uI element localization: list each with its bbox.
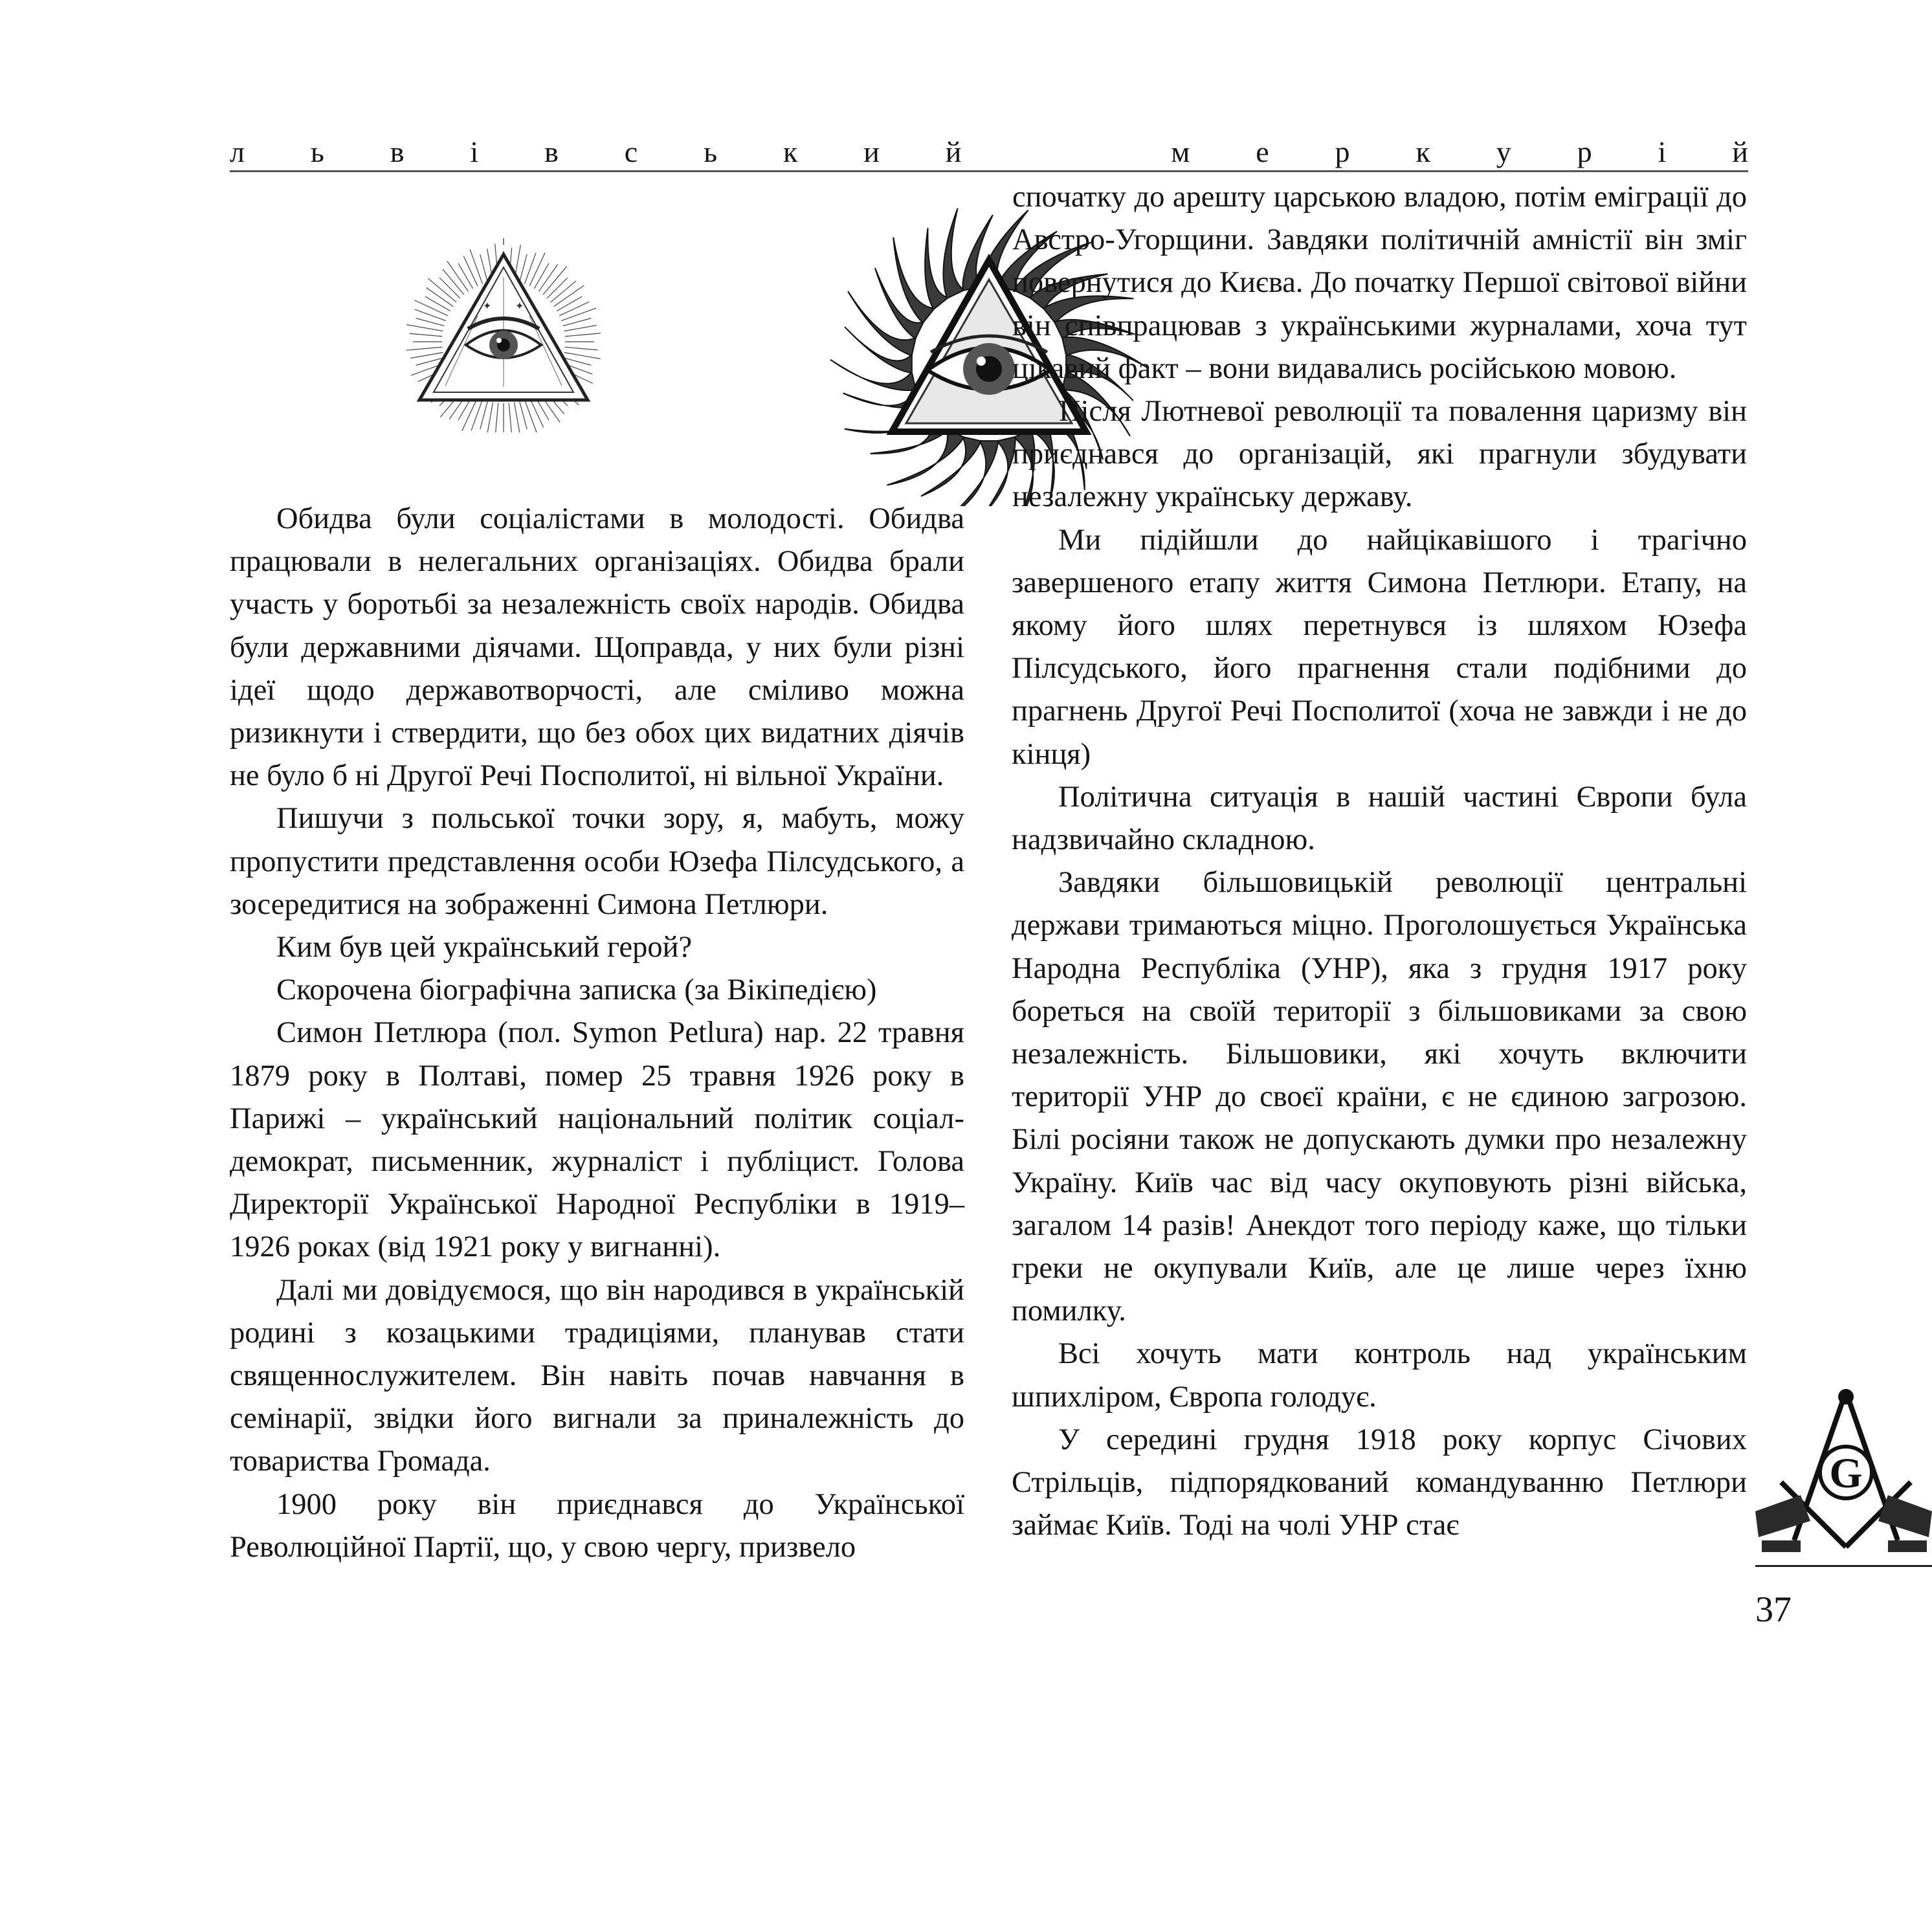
right-text-column xyxy=(1012,176,1747,1548)
ray-line xyxy=(514,403,520,432)
flame-shape xyxy=(943,208,964,298)
ray-line xyxy=(565,333,601,337)
header-letter: в xyxy=(544,135,559,168)
header-letter: к xyxy=(1416,135,1430,168)
ray-line xyxy=(529,252,545,286)
svg-text:✦: ✦ xyxy=(483,301,492,312)
header-letter: р xyxy=(1577,135,1592,168)
ray-line xyxy=(547,278,568,298)
ray-line xyxy=(458,263,473,289)
header-letter: й xyxy=(945,135,962,168)
header-letter: ь xyxy=(310,135,324,168)
running-header xyxy=(230,133,1748,170)
eye-of-providence-triangle-icon xyxy=(406,238,601,432)
ray-line xyxy=(425,296,450,311)
ray-line xyxy=(443,269,464,294)
paragraph: Всі хочуть мати контроль над українським шпихліром, Європа голодує. xyxy=(1012,1337,1747,1414)
ray-line xyxy=(470,249,482,284)
paragraph: Політична ситуація в нашій частині Європи була надзвичайно складною. xyxy=(1012,780,1747,857)
header-letter: і xyxy=(1658,135,1667,168)
page-number-rule xyxy=(1755,1565,1932,1567)
header-letter: л xyxy=(230,135,245,168)
ray-line xyxy=(480,401,488,429)
ray-line xyxy=(406,325,443,331)
ray-line xyxy=(551,281,576,302)
ray-line xyxy=(410,333,443,336)
page-number: 37 xyxy=(1755,1590,1792,1630)
header-letter: и xyxy=(863,135,880,168)
paragraph: Ким був цей український герой? xyxy=(276,931,693,964)
ray-line xyxy=(410,352,443,358)
paragraph: 1900 року він приєднався до Української Революційної Партії, що, у свою чергу, призвело xyxy=(230,1487,964,1564)
header-letter: і xyxy=(470,135,479,168)
paragraph: Після Лютневої революції та повалення царизму він приєднався до організацій, які прагнули збудувати незалежну українську державу. xyxy=(1012,395,1747,514)
header-letter: к xyxy=(783,135,798,168)
ray-line xyxy=(520,254,527,282)
paragraph: Обидва були соціалістами в молодості. Обидва працювали в нелегальних організаціях. Обидва брали участь у боротьбі за незалежність своїх народів. Обидва були державними діячами. Щоправда, у них були різні ідеї щодо державотворчості, але сміливо можна ризикнути і ствердити, що без обох цих видатних діячів не було б ні Другої Речі Посполитої, ні вільної України. xyxy=(230,502,964,793)
paragraph: спочатку до арешту царською владою, потім еміграції до Австро-Угорщини. Завдяки політичній амністії він зміг повернутися до Києва. До початку Першої світової війни він співпрацював з українськими журналами, хоча тут цікавий факт – вони видавались російською мовою. xyxy=(1012,181,1747,385)
square-and-compass-g-icon xyxy=(1755,1385,1932,1560)
ray-line xyxy=(406,347,442,350)
header-letter: й xyxy=(1732,135,1748,168)
header-letter: р xyxy=(1335,135,1350,168)
ray-line xyxy=(535,263,550,289)
ray-line xyxy=(414,300,448,316)
header-letter: м xyxy=(1171,135,1190,168)
header-letter: в xyxy=(390,135,405,168)
ray-line xyxy=(564,326,597,331)
paragraph: Симон Петлюра (пол. Symon Petlura) нар. 22 травня 1879 року в Полтаві, помер 25 травня 1926 року в Парижі – український національний політик соціал-демократ, письменник, журналіст і публіцист. Голова Директорії Української Народної Республіки в 1919–1926 роках (від 1921 року у вигнанні). xyxy=(230,1016,964,1264)
ray-line xyxy=(557,296,582,311)
ray-line xyxy=(462,397,478,431)
ray-line xyxy=(565,347,598,350)
ray-line xyxy=(564,352,601,359)
ray-line xyxy=(563,318,591,326)
ray-line xyxy=(561,308,596,320)
ray-line xyxy=(480,254,488,282)
ray-line xyxy=(509,403,512,432)
left-text-column xyxy=(230,498,964,1569)
paragraph: Ми підійшли до найцікавішого і трагічно завершеного етапу життя Симона Петлюри. Етапу, на якому його шлях перетнувся із шляхом Юзефа Пілсудського, його прагнення стали подібними до прагнень Другої Речі Посполитої (хоча не завжди і не до кінця) xyxy=(1012,523,1747,771)
ray-line xyxy=(495,403,498,432)
ray-line xyxy=(529,397,544,427)
paragraph: Пишучи з польської точки зору, я, мабуть, можу пропустити представлення особи Юзефа Пілсудського, а зосередитися на зображенні Симона Петлюри. xyxy=(230,802,964,921)
header-letter: е xyxy=(1256,135,1269,168)
ray-line xyxy=(463,256,478,286)
ray-line xyxy=(439,278,460,298)
header-rule xyxy=(230,170,1748,172)
paragraph: Скорочена біографічна записка (за Вікіпедією) xyxy=(276,973,877,1007)
header-letter: у xyxy=(1496,135,1511,168)
paragraph: Завдяки більшовицькій революції центральні держави тримаються міцно. Проголошується Українська Народна Республіка (УНР), яка з грудня 1917 року бореться на своїй території з більшовиками за свою незалежність. Більшовики, які хочуть включити території УНР до своєї країни, є не єдиною загрозою. Білі росіяни також не допускають думки про незалежну Україну. Київ час від часу окуповують різні війська, загалом 14 разів! Анекдот того періоду каже, що тільки греки не окупували Київ, але це лише через їхню помилку. xyxy=(1012,866,1747,1328)
ray-line xyxy=(559,302,589,316)
paragraph: У середині грудня 1918 року корпус Січових Стрільців, підпорядкований командуванню Петлюри займає Київ. Тоді на чолі УНР стає xyxy=(1012,1423,1747,1542)
svg-text:✦: ✦ xyxy=(515,301,524,312)
ray-line xyxy=(416,318,444,326)
ray-line xyxy=(520,401,527,429)
paragraph: Далі ми довідуємося, що він народився в українській родині з козацькими традиціями, планував стати священнослужителем. Він навіть почав навчання в семінарії, звідки його вигнали за приналежність до товариства Громада. xyxy=(230,1273,964,1478)
ray-line xyxy=(539,264,557,291)
header-letter: с xyxy=(624,135,638,168)
ray-line xyxy=(487,403,493,432)
ray-line xyxy=(426,287,453,306)
header-letter: ь xyxy=(704,135,718,168)
svg-text:G: G xyxy=(1829,1450,1863,1497)
